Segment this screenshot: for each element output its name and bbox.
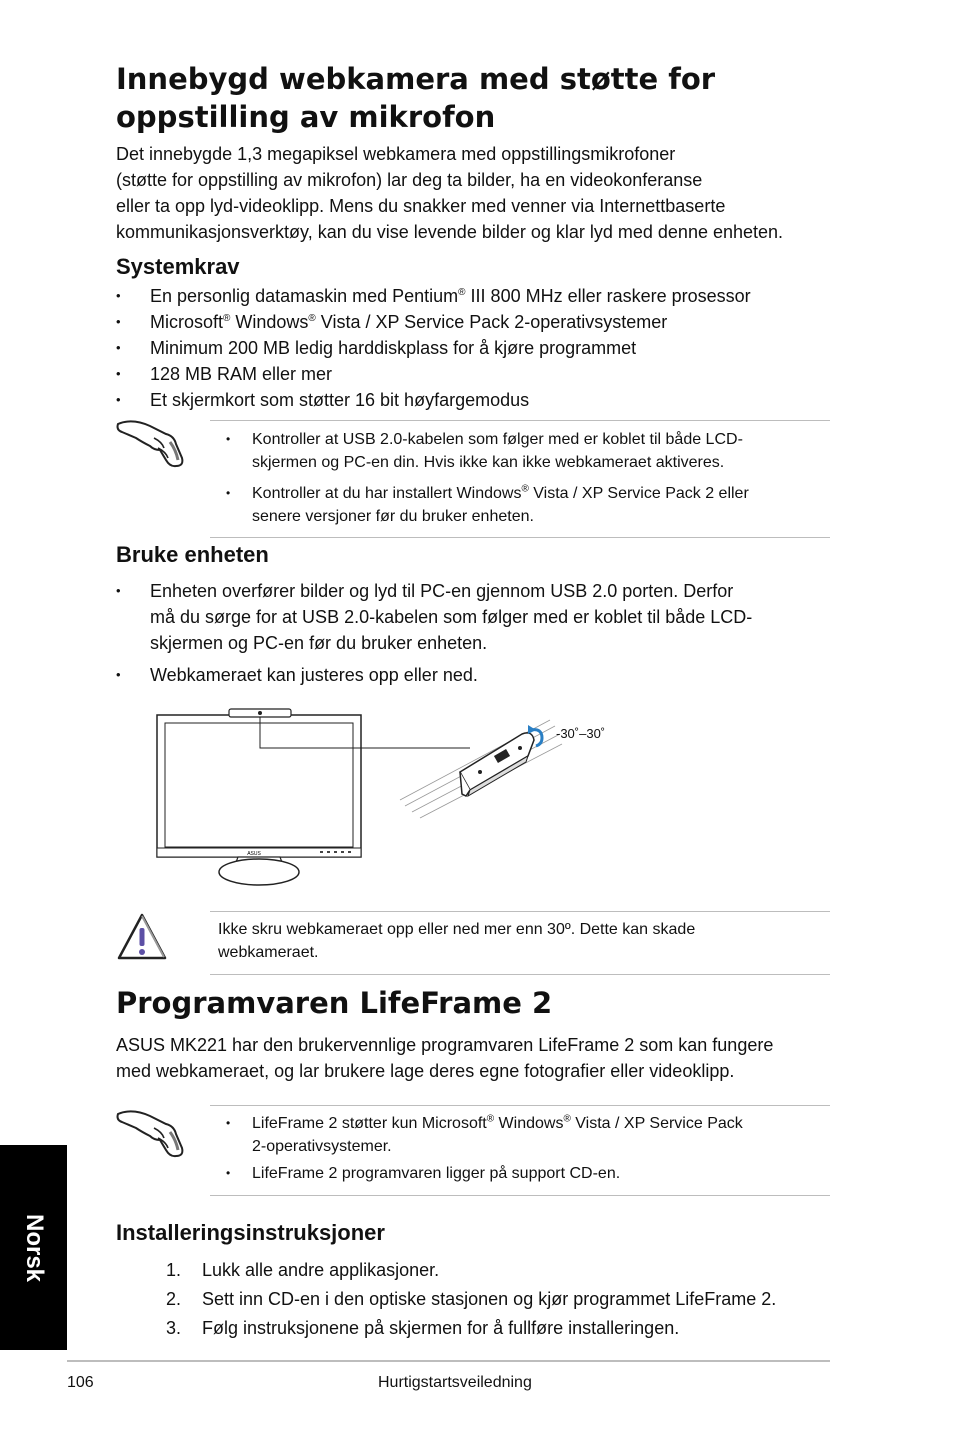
list-item: • Microsoft® Windows® Vista / XP Service Pack 2-operativsystemer (116, 309, 836, 335)
angle-label: -30˚–30˚ (556, 726, 606, 741)
list-item: 3. Følg instruksjonene på skjermen for å fullføre installeringen. (166, 1318, 680, 1338)
list-item: • LifeFrame 2 programvaren ligger på support CD-en. (210, 1162, 810, 1185)
pointing-hand-icon (114, 412, 186, 470)
warning-icon (116, 912, 168, 962)
list-item: 2. Sett inn CD-en i den optiske stasjonen og kjør programmet LifeFrame 2. (166, 1289, 777, 1309)
list-item: • Kontroller at USB 2.0-kabelen som følger med er koblet til både LCD- skjermen og PC-en din. Hvis ikke kan ikke webkameraet aktiveres. (210, 428, 810, 474)
bruke-list (116, 578, 836, 688)
warning-line-2: webkameraet. (218, 944, 319, 961)
footer-title: Hurtigstartsveiledning (378, 1374, 532, 1391)
intro-line-3: eller ta opp lyd-videoklipp. Mens du snakker med venner via Internettbaserte (116, 196, 726, 216)
page-number: 106 (67, 1374, 94, 1391)
section-title-lifeframe: Programvaren LifeFrame 2 (116, 986, 553, 1020)
monitor-stand-base (219, 859, 299, 885)
intro-line-1: Det innebygde 1,3 megapiksel webkamera med oppstillingsmikrofoner (116, 144, 676, 164)
page-title (116, 60, 715, 136)
list-item: • Minimum 200 MB ledig harddiskplass for å kjøre programmet (116, 335, 836, 361)
list-item: • Webkameraet kan justeres opp eller ned. (116, 662, 836, 688)
systemkrav-list (116, 283, 836, 413)
list-item: • LifeFrame 2 støtter kun Microsoft® Windows® Vista / XP Service Pack 2-operativsystemer. (210, 1112, 810, 1158)
language-label: Norsk (20, 1213, 48, 1282)
intro-line-2: (støtte for oppstilling av mikrofon) lar deg ta bilder, ha en videokonferanse (116, 170, 703, 190)
list-item: 1. Lukk alle andre applikasjoner. (166, 1260, 440, 1280)
warning-line-1: Ikke skru webkameraet opp eller ned mer enn 30º. Dette kan skade (218, 921, 696, 938)
footer-divider (67, 1360, 830, 1362)
intro-line-4: kommunikasjonsverktøy, kan du vise levende bilder og klar lyd med denne enheten. (116, 222, 784, 242)
pointing-hand-icon (114, 1102, 186, 1160)
title-line-2: oppstilling av mikrofon (116, 100, 496, 134)
note-box-1 (210, 420, 830, 538)
install-steps (166, 1256, 846, 1343)
language-side-tab (0, 1145, 67, 1350)
install-heading: Installeringsinstruksjoner (116, 1220, 385, 1245)
lifeframe-intro (116, 1032, 846, 1084)
intro-paragraph (116, 141, 846, 245)
list-item: • Et skjermkort som støtter 16 bit høyfargemodus (116, 387, 836, 413)
lifeframe-intro-line-2: med webkameraet, og lar brukere lage deres egne fotografier eller videoklipp. (116, 1061, 735, 1081)
lifeframe-intro-line-1: ASUS MK221 har den brukervennlige programvaren LifeFrame 2 som kan fungere (116, 1035, 774, 1055)
list-item: • En personlig datamaskin med Pentium® III 800 MHz eller raskere prosessor (116, 283, 836, 309)
warning-box (210, 911, 830, 975)
list-item: • Enheten overfører bilder og lyd til PC-en gjennom USB 2.0 porten. Derfor må du sørge for at USB 2.0-kabelen som følger med er koblet til både LCD- skjermen og PC-en før du bruker enheten. (116, 578, 836, 656)
list-item: • Kontroller at du har installert Windows® Vista / XP Service Pack 2 eller senere versjoner før du bruker enheten. (210, 482, 810, 528)
monitor-screen (165, 723, 353, 847)
monitor-webcam-illustration (150, 700, 650, 895)
title-line-1: Innebygd webkamera med støtte for (116, 62, 716, 96)
note-box-2 (210, 1105, 830, 1196)
bruke-heading: Bruke enheten (116, 542, 269, 567)
list-item: • 128 MB RAM eller mer (116, 361, 836, 387)
monitor-brand-label: ASUS (247, 851, 261, 857)
systemkrav-heading: Systemkrav (116, 254, 240, 279)
